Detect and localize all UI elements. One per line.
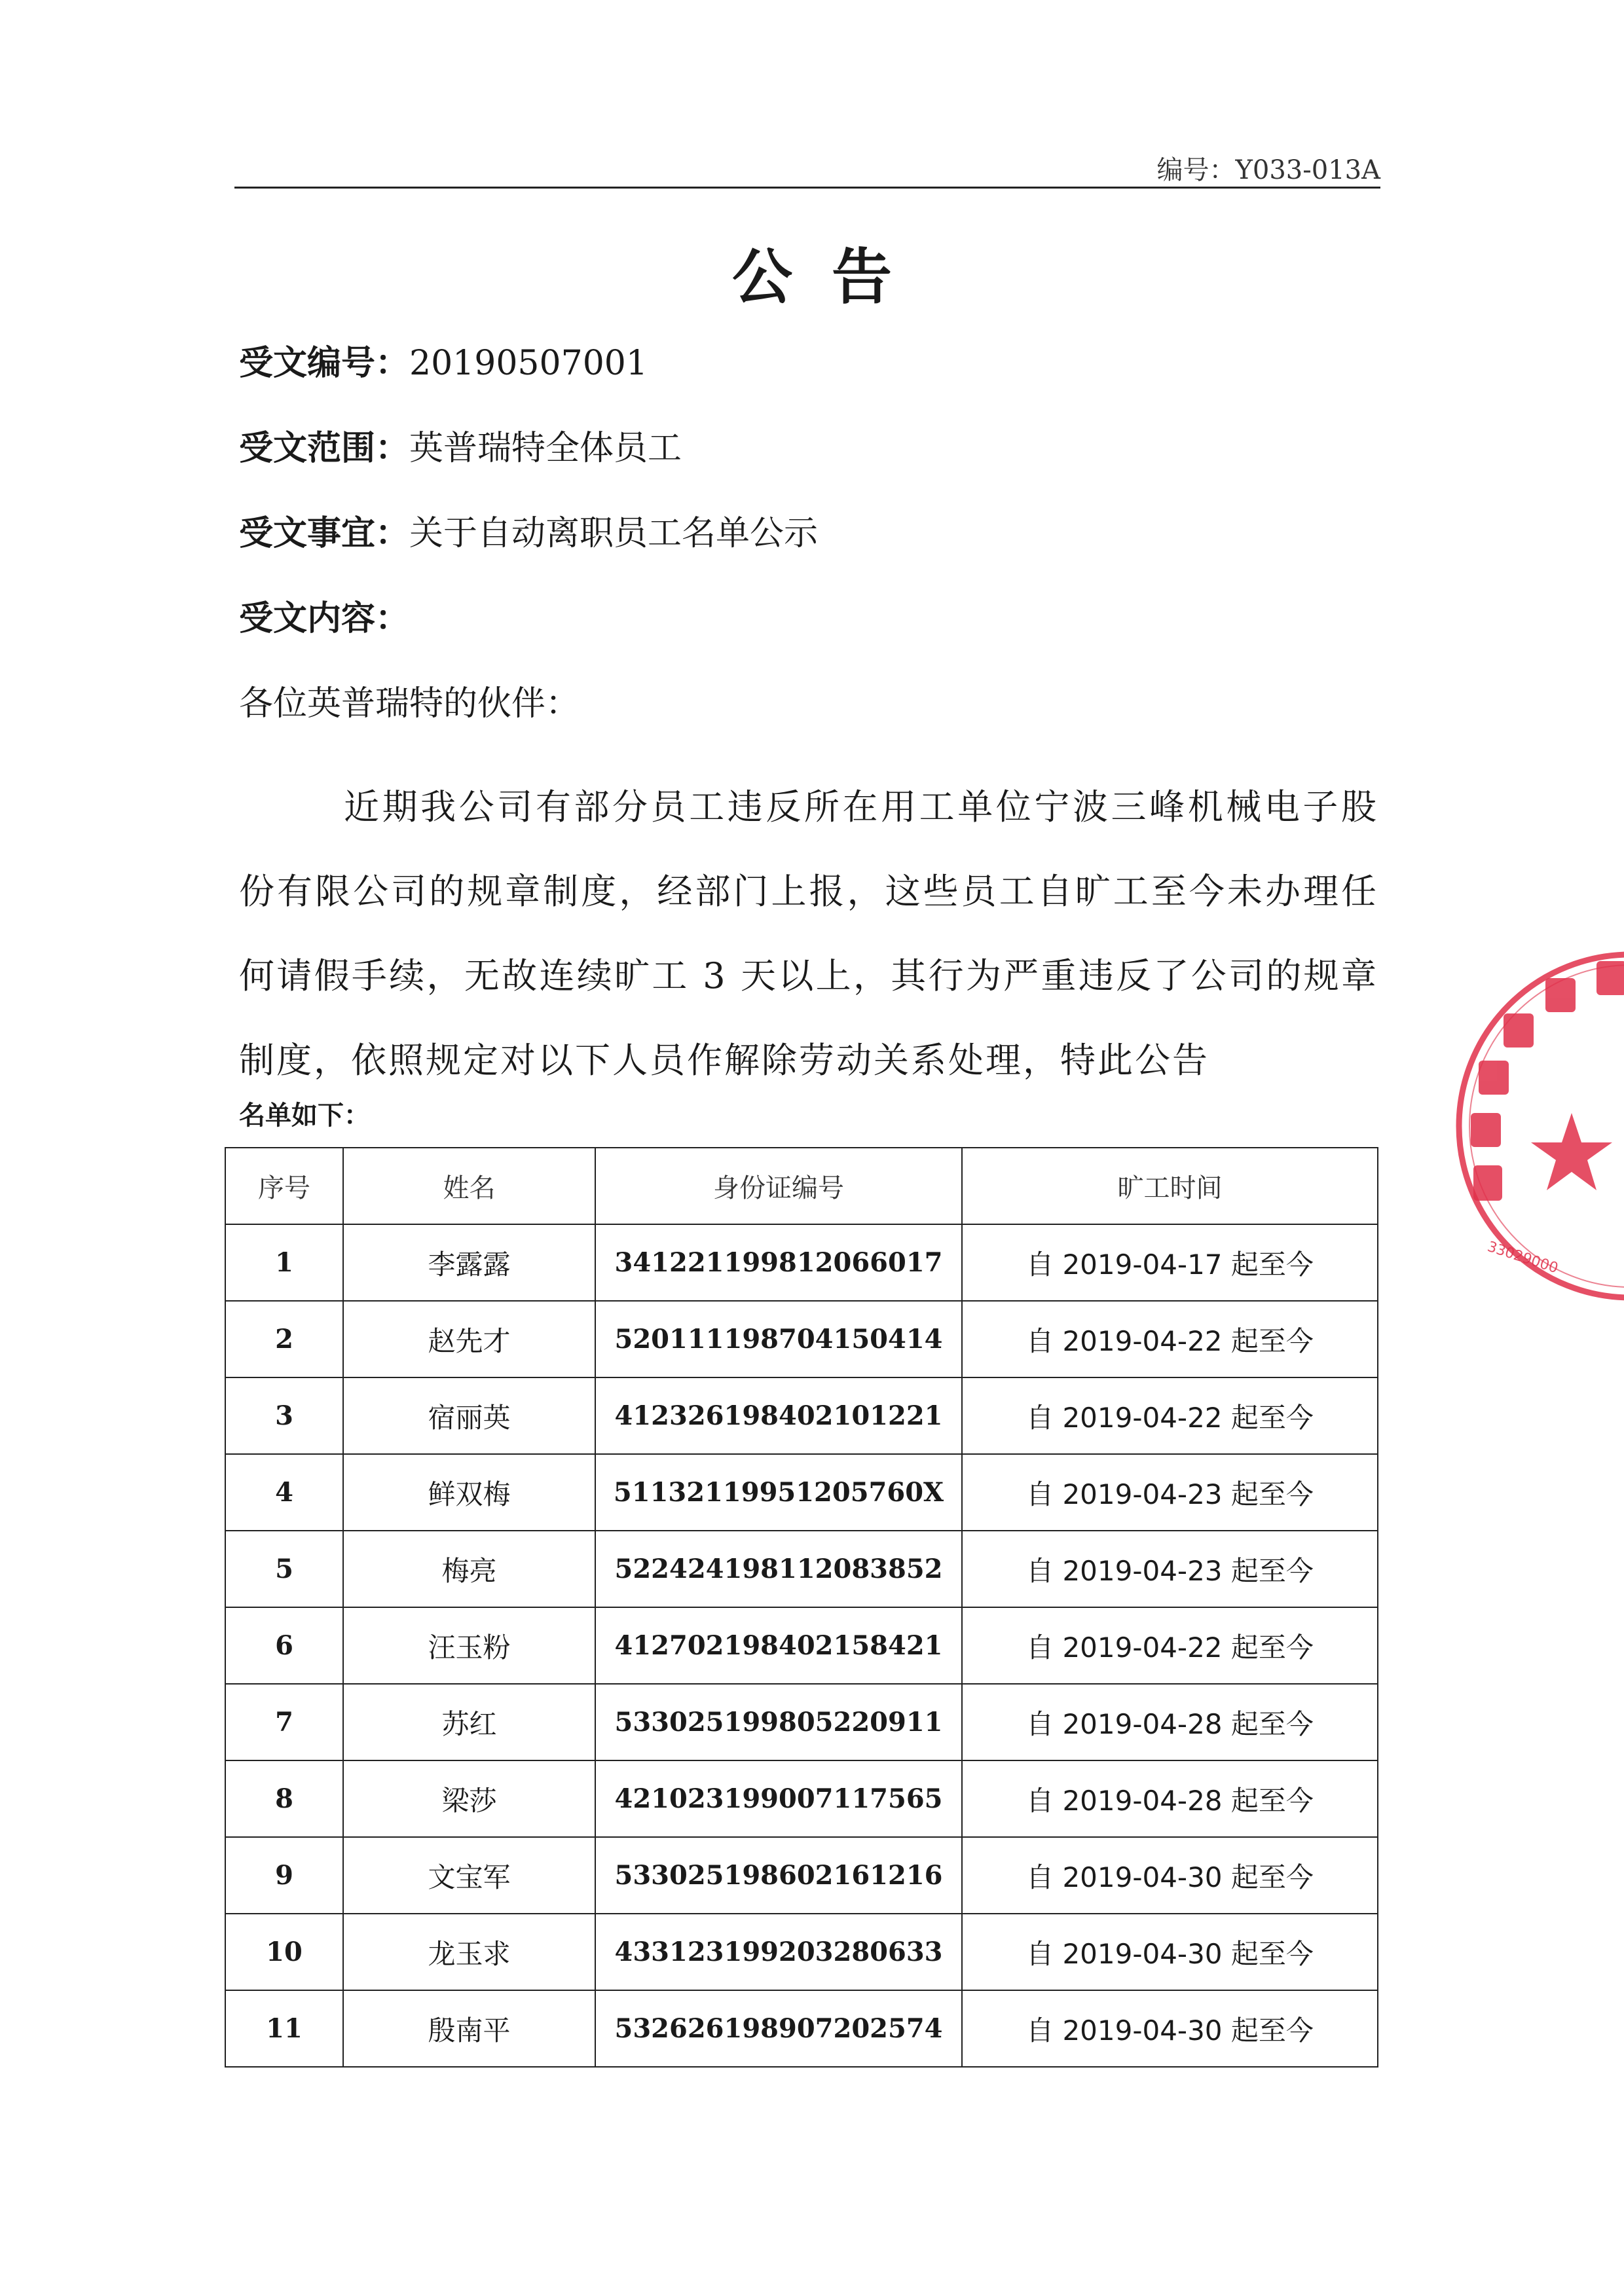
table-row <box>225 1914 1378 1990</box>
meta-doc-no-label: 受文编号： <box>239 344 410 383</box>
cell-name: 李露露 <box>343 1224 595 1301</box>
cell-id-number: 341221199812066017 <box>595 1224 962 1301</box>
table-header-row <box>225 1148 1378 1224</box>
cell-index: 3 <box>225 1377 343 1454</box>
table-row <box>225 1224 1378 1301</box>
cell-id-number: 533025199805220911 <box>595 1684 962 1760</box>
cell-absence: 自 2019-04-23 起至今 <box>962 1531 1378 1607</box>
header-index: 序号 <box>225 1148 343 1224</box>
cell-name: 龙玉求 <box>343 1914 595 1990</box>
greeting: 各位英普瑞特的伙伴： <box>239 684 580 723</box>
cell-index: 11 <box>225 1990 343 2067</box>
cell-index: 6 <box>225 1607 343 1684</box>
table-row <box>225 1684 1378 1760</box>
cell-index: 10 <box>225 1914 343 1990</box>
cell-absence: 自 2019-04-22 起至今 <box>962 1301 1378 1377</box>
cell-absence: 自 2019-04-23 起至今 <box>962 1454 1378 1531</box>
meta-subject <box>239 505 818 555</box>
cell-id-number: 532626198907202574 <box>595 1990 962 2067</box>
cell-absence: 自 2019-04-28 起至今 <box>962 1684 1378 1760</box>
cell-absence: 自 2019-04-30 起至今 <box>962 1914 1378 1990</box>
table-row <box>225 1607 1378 1684</box>
cell-name: 梅亮 <box>343 1531 595 1607</box>
table-row <box>225 1454 1378 1531</box>
meta-scope-label: 受文范围： <box>239 429 410 468</box>
cell-id-number: 412702198402158421 <box>595 1607 962 1684</box>
header-id-number: 身份证编号 <box>595 1148 962 1224</box>
page-title: 公告 <box>731 242 931 312</box>
header-absence: 旷工时间 <box>962 1148 1378 1224</box>
meta-doc-no <box>239 335 648 384</box>
doc-number: 编号：Y033-013A <box>1156 155 1380 185</box>
table-row <box>225 1301 1378 1377</box>
cell-index: 1 <box>225 1224 343 1301</box>
meta-subject-label: 受文事宜： <box>239 514 410 553</box>
table-row <box>225 1990 1378 2067</box>
cell-name: 文宝军 <box>343 1837 595 1914</box>
header-name: 姓名 <box>343 1148 595 1224</box>
staff-table <box>225 1147 1378 2068</box>
meta-scope-value: 英普瑞特全体员工 <box>409 429 682 468</box>
meta-doc-no-value: 20190507001 <box>409 344 648 383</box>
body-paragraph: 近期我公司有部分员工违反所在用工单位宁波三峰机械电子股份有限公司的规章制度，经部门上报，这些员工自旷工至今未办理任何请假手续，无故连续旷工 3 天以上，其行为严重违反了公司的规章制度，依照规定对以下人员作解除劳动关系处理，特此公告 <box>239 786 1378 1081</box>
cell-id-number: 522424198112083852 <box>595 1531 962 1607</box>
cell-name: 梁莎 <box>343 1760 595 1837</box>
cell-name: 宿丽英 <box>343 1377 595 1454</box>
cell-index: 7 <box>225 1684 343 1760</box>
table-row <box>225 1837 1378 1914</box>
cell-index: 4 <box>225 1454 343 1531</box>
cell-id-number: 51132119951205760X <box>595 1454 962 1531</box>
list-caption: 名单如下： <box>239 1101 370 1131</box>
cell-name: 赵先才 <box>343 1301 595 1377</box>
cell-id-number: 421023199007117565 <box>595 1760 962 1837</box>
meta-content <box>239 591 409 640</box>
cell-name: 苏红 <box>343 1684 595 1760</box>
table-row <box>225 1760 1378 1837</box>
meta-subject-value: 关于自动离职员工名单公示 <box>409 514 819 553</box>
cell-index: 8 <box>225 1760 343 1837</box>
header-rule <box>234 187 1380 189</box>
meta-content-label: 受文内容： <box>239 599 410 638</box>
cell-absence: 自 2019-04-22 起至今 <box>962 1607 1378 1684</box>
seal-code: 33029000 <box>1485 1238 1560 1277</box>
cell-id-number: 412326198402101221 <box>595 1377 962 1454</box>
cell-id-number: 433123199203280633 <box>595 1914 962 1990</box>
cell-id-number: 520111198704150414 <box>595 1301 962 1377</box>
table-row <box>225 1531 1378 1607</box>
cell-absence: 自 2019-04-30 起至今 <box>962 1990 1378 2067</box>
cell-name: 殷南平 <box>343 1990 595 2067</box>
meta-scope <box>239 420 682 469</box>
cell-index: 9 <box>225 1837 343 1914</box>
cell-name: 鲜双梅 <box>343 1454 595 1531</box>
cell-absence: 自 2019-04-22 起至今 <box>962 1377 1378 1454</box>
cell-index: 2 <box>225 1301 343 1377</box>
seal-text-glyphs <box>1471 961 1624 1201</box>
cell-absence: 自 2019-04-17 起至今 <box>962 1224 1378 1301</box>
cell-absence: 自 2019-04-28 起至今 <box>962 1760 1378 1837</box>
cell-id-number: 533025198602161216 <box>595 1837 962 1914</box>
seal-star <box>1531 1113 1612 1190</box>
company-seal <box>1447 943 1624 1309</box>
table-row <box>225 1377 1378 1454</box>
cell-index: 5 <box>225 1531 343 1607</box>
cell-name: 汪玉粉 <box>343 1607 595 1684</box>
cell-absence: 自 2019-04-30 起至今 <box>962 1837 1378 1914</box>
